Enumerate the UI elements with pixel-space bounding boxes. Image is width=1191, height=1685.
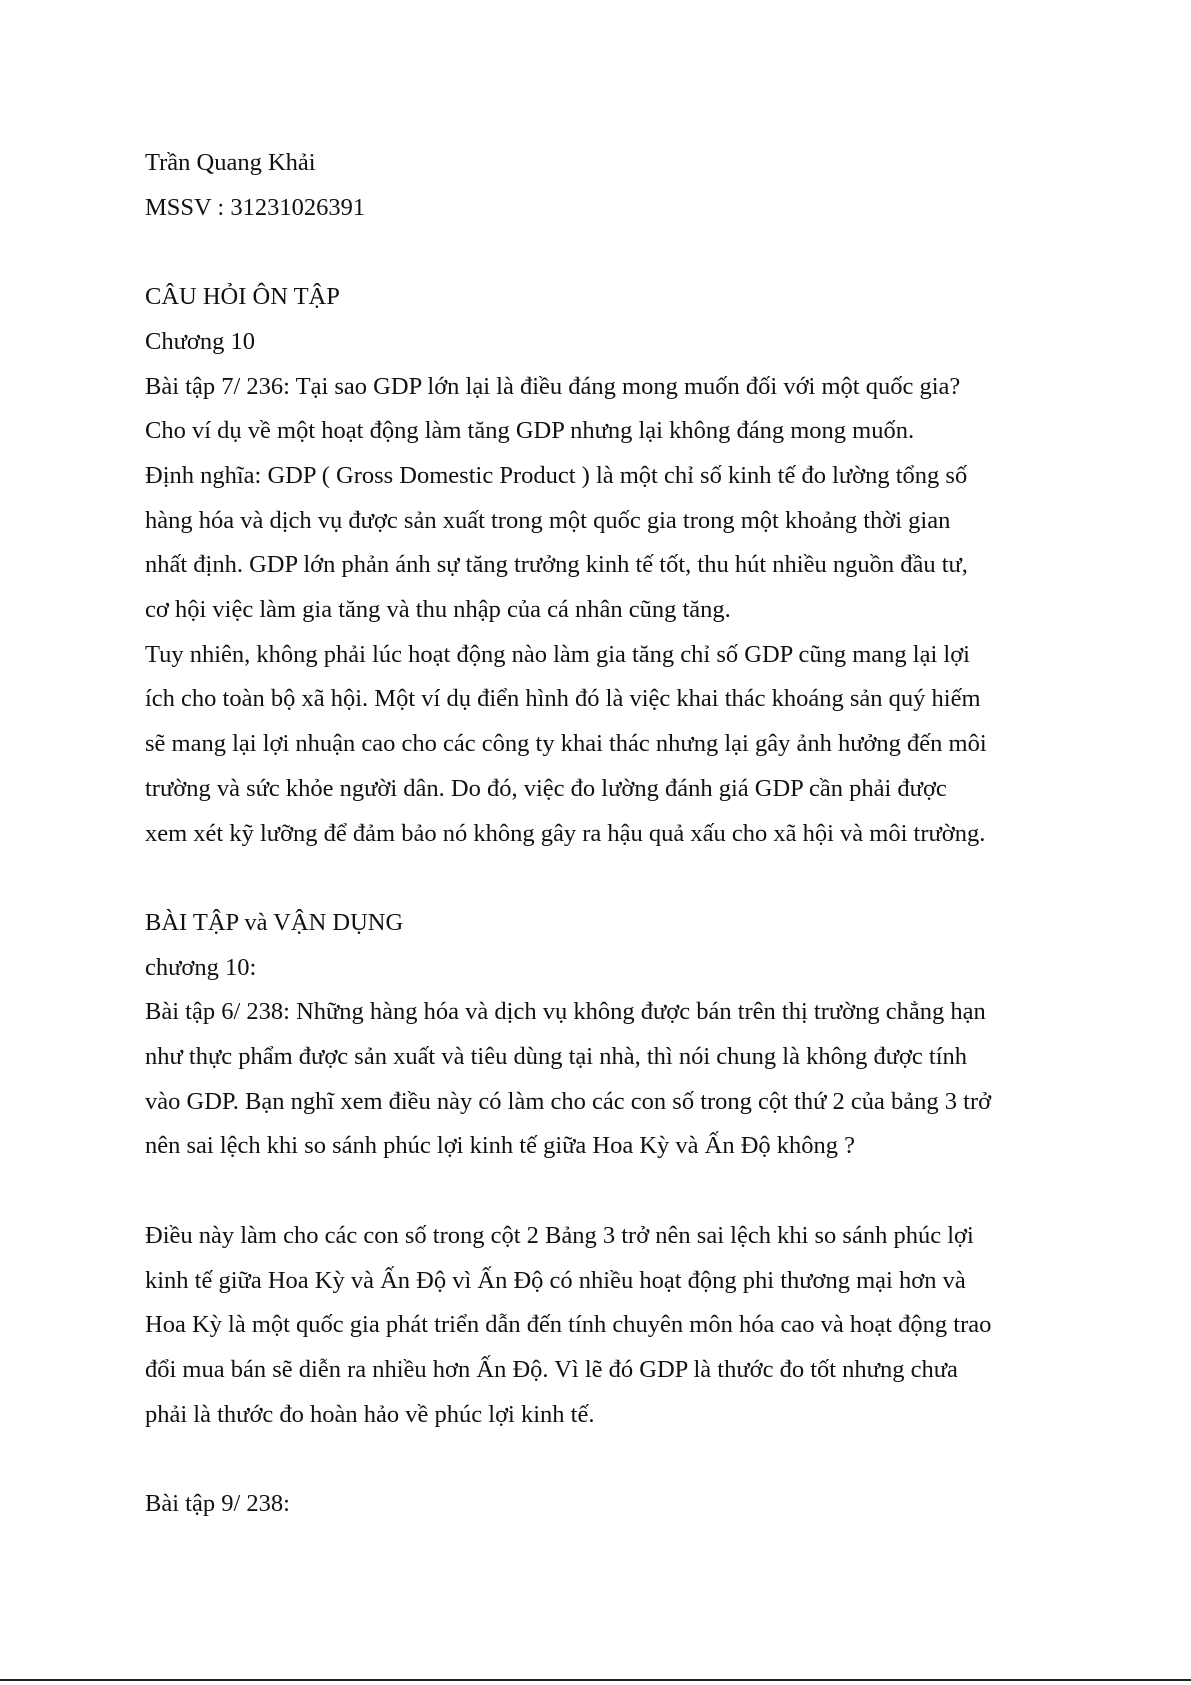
review-text-line: Định nghĩa: GDP ( Gross Domestic Product ) là một chỉ số kinh tế đo lường tổng số (145, 461, 968, 489)
question-line: như thực phẩm được sản xuất và tiêu dùng tại nhà, thì nói chung là không được tính (145, 1043, 968, 1071)
review-text-line: hàng hóa và dịch vụ được sản xuất trong một quốc gia trong một khoảng thời gian (145, 506, 951, 534)
review-heading: CÂU HỎI ÔN TẬP (145, 283, 340, 311)
exercises-heading: BÀI TẬP và VẬN DỤNG (145, 908, 404, 936)
review-text-line: trường và sức khỏe người dân. Do đó, việc đo lường đánh giá GDP cần phải được (145, 774, 947, 802)
exercises-chapter: chương 10: (145, 953, 257, 981)
review-text-line: xem xét kỹ lưỡng để đảm bảo nó không gây ra hậu quả xấu cho xã hội và môi trường. (145, 819, 986, 847)
review-text-line: sẽ mang lại lợi nhuận cao cho các công ty khai thác nhưng lại gây ảnh hưởng đến môi (145, 730, 987, 758)
review-text-line: Cho ví dụ về một hoạt động làm tăng GDP nhưng lại không đáng mong muốn. (145, 417, 915, 445)
review-text-line: nhất định. GDP lớn phản ánh sự tăng trưởng kinh tế tốt, thu hút nhiều nguồn đầu tư, (145, 551, 968, 579)
answer-line: Điều này làm cho các con số trong cột 2 Bảng 3 trở nên sai lệch khi so sánh phúc lợi (145, 1221, 974, 1249)
spacer (145, 1437, 1055, 1482)
author-name: Trần Quang Khải (145, 149, 316, 176)
answer-line: kinh tế giữa Hoa Kỳ và Ấn Độ vì Ấn Độ có nhiều hoạt động phi thương mại hơn và (145, 1266, 966, 1294)
next-exercise-heading: Bài tập 9/ 238: (145, 1490, 290, 1518)
review-text-line: Tuy nhiên, không phải lúc hoạt động nào làm gia tăng chỉ số GDP cũng mang lại lợi (145, 640, 970, 668)
question-line: vào GDP. Bạn nghĩ xem điều này có làm cho các con số trong cột thứ 2 của bảng 3 trở (145, 1087, 992, 1115)
spacer (145, 1169, 1055, 1214)
answer-line: đổi mua bán sẽ diễn ra nhiều hơn Ấn Độ. Vì lẽ đó GDP là thước đo tốt nhưng chưa (145, 1355, 958, 1383)
answer-line: phải là thước đo hoàn hảo về phúc lợi kinh tế. (145, 1400, 595, 1428)
review-text-line: cơ hội việc làm gia tăng và thu nhập của cá nhân cũng tăng. (145, 596, 731, 624)
review-text-line: Bài tập 7/ 236: Tại sao GDP lớn lại là điều đáng mong muốn đối với một quốc gia? (145, 372, 961, 400)
question-line: nên sai lệch khi so sánh phúc lợi kinh tế giữa Hoa Kỳ và Ấn Độ không ? (145, 1132, 856, 1160)
review-chapter: Chương 10 (145, 327, 255, 355)
answer-line: Hoa Kỳ là một quốc gia phát triển dẫn đến tính chuyên môn hóa cao và hoạt động trao (145, 1311, 992, 1339)
spacer (145, 856, 1055, 901)
page-bottom-divider (0, 1679, 1191, 1681)
review-text-line: ích cho toàn bộ xã hội. Một ví dụ điển hình đó là việc khai thác khoáng sản quý hiếm (145, 685, 981, 713)
document-body (145, 141, 1055, 1527)
student-id: MSSV : 31231026391 (145, 193, 366, 221)
spacer (145, 230, 1055, 275)
question-line: Bài tập 6/ 238: Những hàng hóa và dịch vụ không được bán trên thị trường chẳng hạn (145, 998, 986, 1026)
